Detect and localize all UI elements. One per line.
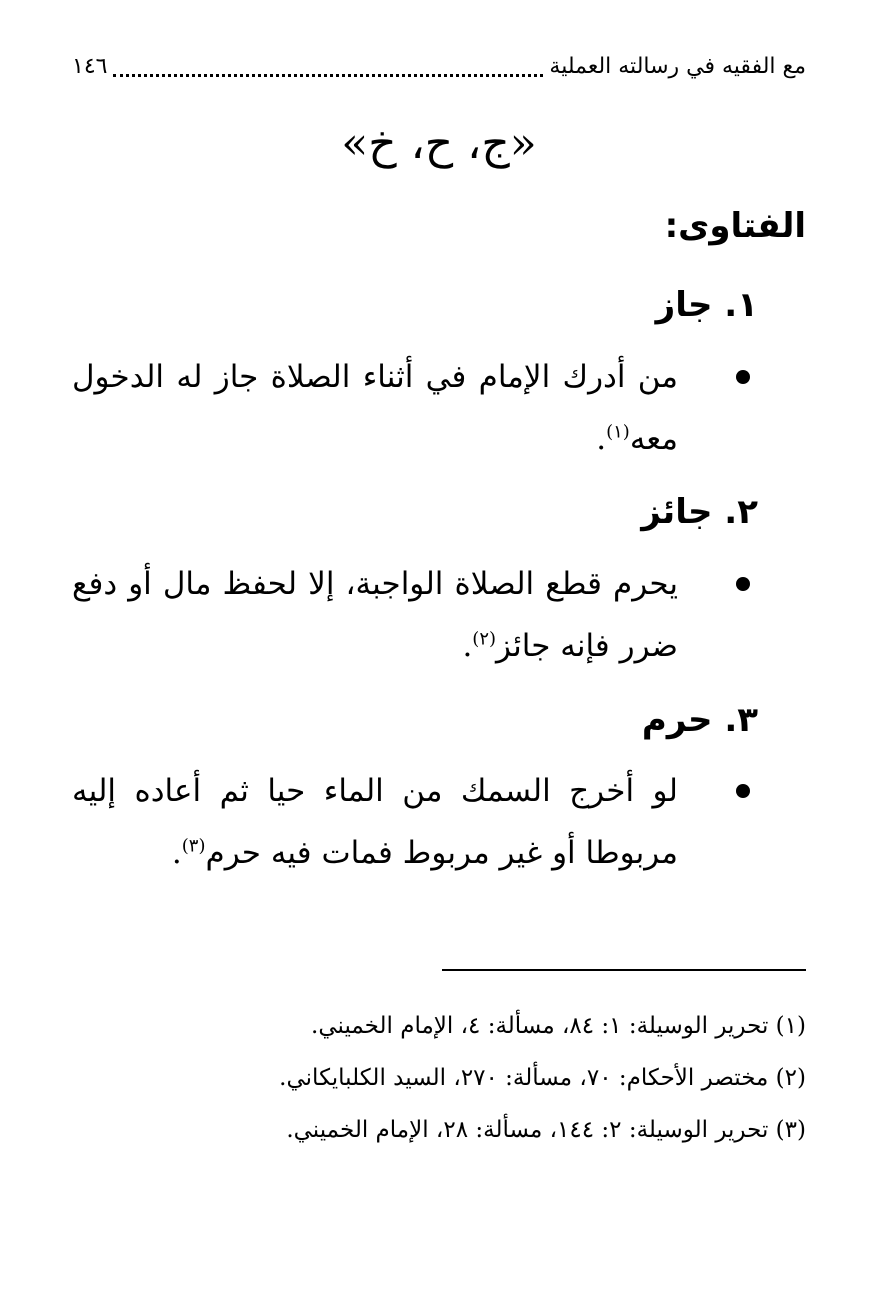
term-heading-3: ٣. حرم bbox=[641, 700, 758, 740]
footnote-ref[interactable]: (٢) bbox=[472, 628, 497, 650]
fatawa-heading: الفتاوى: bbox=[664, 206, 806, 246]
ruling-paragraph-2 bbox=[72, 553, 678, 677]
header-title: مع الفقيه في رسالته العملية bbox=[549, 53, 806, 79]
term-heading-1: ١. جاز bbox=[655, 285, 758, 325]
section-title: «ج، ح، خ» bbox=[341, 118, 537, 169]
ruling-text: يحرم قطع الصلاة الواجبة، إلا لحفظ مال أو دفع ضرر فإنه جائز bbox=[72, 566, 678, 664]
footnote-separator bbox=[442, 969, 806, 971]
footnote-ref[interactable]: (٣) bbox=[181, 835, 206, 857]
bullet-icon bbox=[736, 784, 750, 798]
footnote-3: (٣) تحرير الوسيلة: ٢: ١٤٤، مسألة: ٢٨، الإمام الخميني. bbox=[286, 1117, 806, 1143]
term-heading-2: ٢. جائز bbox=[641, 492, 758, 532]
bullet-icon bbox=[736, 370, 750, 384]
ruling-paragraph-1 bbox=[72, 346, 678, 470]
page-number: ١٤٦ bbox=[72, 53, 108, 79]
ruling-text: لو أخرج السمك من الماء حيا ثم أعاده إليه مربوطا أو غير مربوط فمات فيه حرم bbox=[72, 773, 678, 871]
running-header bbox=[72, 46, 806, 86]
ruling-text: من أدرك الإمام في أثناء الصلاة جاز له الدخول معه bbox=[72, 359, 678, 457]
ruling-paragraph-3 bbox=[72, 760, 678, 884]
footnote-2: (٢) مختصر الأحكام: ٧٠، مسألة: ٢٧٠، السيد الكلبايكاني. bbox=[279, 1065, 806, 1091]
footnote-1: (١) تحرير الوسيلة: ١: ٨٤، مسألة: ٤، الإمام الخميني. bbox=[311, 1013, 806, 1039]
ruling-end: . bbox=[596, 421, 607, 457]
bullet-icon bbox=[736, 577, 750, 591]
header-leader-dots bbox=[113, 64, 543, 77]
footnotes bbox=[72, 1000, 806, 1156]
ruling-end: . bbox=[462, 628, 473, 664]
footnote-ref[interactable]: (١) bbox=[606, 421, 630, 443]
ruling-end: . bbox=[171, 835, 182, 871]
